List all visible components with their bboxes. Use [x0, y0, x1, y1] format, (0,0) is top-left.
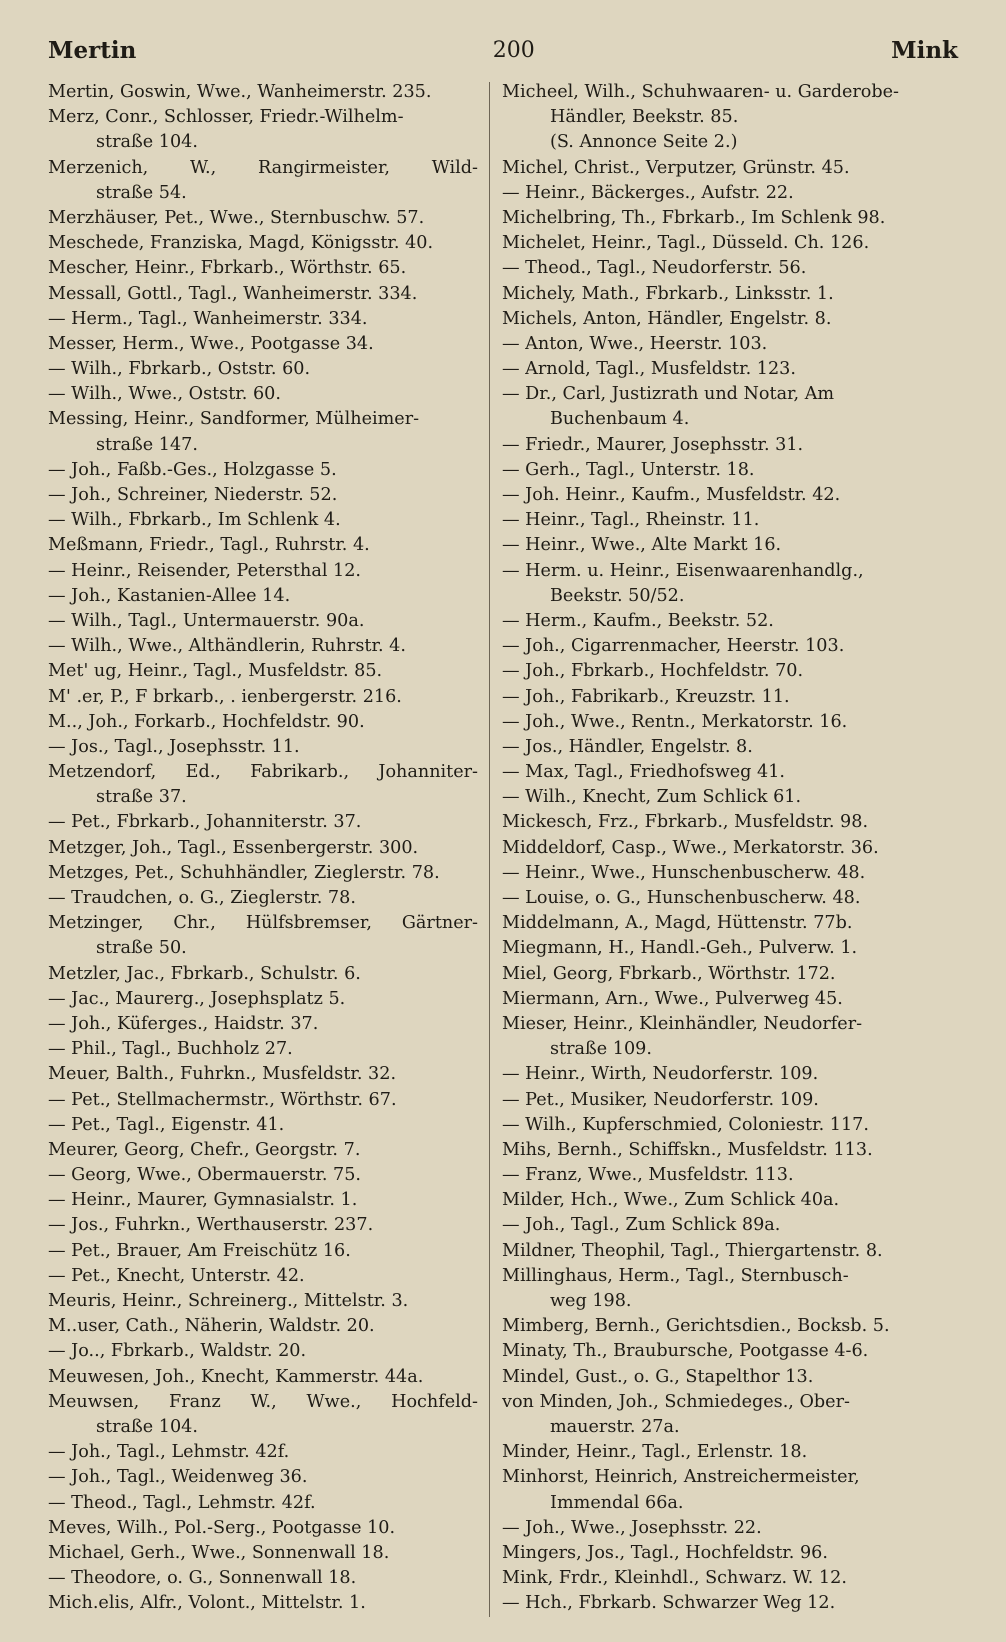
- directory-entry-line: straße 147.: [96, 434, 198, 455]
- directory-entry-line: straße 54.: [96, 182, 187, 203]
- right-column: [502, 80, 952, 1616]
- directory-entry-line: — Heinr., Maurer, Gymnasialstr. 1.: [48, 1190, 358, 1211]
- entry-word: Johanniter-: [378, 762, 478, 783]
- directory-entry-line: Michel, Christ., Verputzer, Grünstr. 45.: [502, 157, 850, 178]
- directory-entry-line: Mihs, Bernh., Schiffskn., Musfeldstr. 113.: [502, 1139, 873, 1160]
- directory-entry-line: M.., Joh., Forkarb., Hochfeldstr. 90.: [48, 711, 365, 732]
- directory-entry-line: Merz, Conr., Schlosser, Friedr.-Wilhelm-: [48, 107, 404, 128]
- directory-entry-line: [48, 911, 478, 936]
- entry-word: Metzendorf,: [48, 762, 157, 783]
- directory-entry-line: — Wilh., Tagl., Untermauerstr. 90a.: [48, 610, 365, 631]
- directory-entry-line: Mieser, Heinr., Kleinhändler, Neudorfer-: [502, 1013, 863, 1034]
- directory-entry-line: — Jos., Fuhrkn., Werthauserstr. 237.: [48, 1215, 374, 1236]
- header-right-keyword: Mink: [891, 36, 958, 64]
- directory-entry-line: — Joh., Wwe., Rentn., Merkatorstr. 16.: [502, 711, 848, 732]
- directory-entry-line: Beekstr. 50/52.: [550, 585, 685, 606]
- entry-word: Fabrikarb.,: [250, 762, 350, 783]
- directory-entry-line: Miel, Georg, Fbrkarb., Wörthstr. 172.: [502, 963, 836, 984]
- directory-entry-line: — Pet., Knecht, Unterstr. 42.: [48, 1265, 305, 1286]
- directory-entry-line: — Pet., Tagl., Eigenstr. 41.: [48, 1114, 285, 1135]
- directory-entry-line: Micheel, Wilh., Schuhwaaren- u. Garderobe-: [502, 82, 899, 102]
- page-header: [48, 30, 958, 70]
- directory-entry-line: — Pet., Musiker, Neudorferstr. 109.: [502, 1089, 819, 1110]
- directory-entry-line: M..user, Cath., Näherin, Waldstr. 20.: [48, 1316, 375, 1337]
- directory-entry-line: Mich.elis, Alfr., Volont., Mittelstr. 1.: [48, 1593, 366, 1614]
- directory-entry-line: Michelet, Heinr., Tagl., Düsseld. Ch. 126.: [502, 233, 870, 254]
- directory-entry-line: Messer, Herm., Wwe., Pootgasse 34.: [48, 333, 374, 354]
- entry-word: Merzenich,: [48, 157, 149, 178]
- directory-entry-line: [48, 760, 478, 785]
- directory-entry-line: — Friedr., Maurer, Josephsstr. 31.: [502, 434, 804, 455]
- directory-entry-line: — Theodore, o. G., Sonnenwall 18.: [48, 1568, 357, 1589]
- directory-entry-line: — Jos., Händler, Engelstr. 8.: [502, 736, 753, 757]
- directory-entry-line: — Heinr., Wwe., Hunschenbuscherw. 48.: [502, 862, 866, 883]
- directory-entry-line: Minhorst, Heinrich, Anstreichermeister,: [502, 1467, 860, 1488]
- directory-entry-line: — Wilh., Fbrkarb., Im Schlenk 4.: [48, 510, 341, 531]
- entry-word: Ed.,: [185, 762, 221, 783]
- directory-entry-line: — Pet., Fbrkarb., Johanniterstr. 37.: [48, 812, 362, 833]
- directory-entry-line: Michelbring, Th., Fbrkarb., Im Schlenk 98.: [502, 207, 886, 228]
- directory-entry-line: Mindel, Gust., o. G., Stapelthor 13.: [502, 1366, 814, 1387]
- directory-entry-line: Metzger, Joh., Tagl., Essenbergerstr. 300.: [48, 837, 419, 858]
- directory-entry-line: Metzges, Pet., Schuhhändler, Zieglerstr. 78.: [48, 862, 440, 883]
- directory-entry-line: — Jo.., Fbrkarb., Waldstr. 20.: [48, 1341, 307, 1362]
- directory-entry-line: — Joh., Küferges., Haidstr. 37.: [48, 1013, 319, 1034]
- directory-entry-line: — Herm., Kaufm., Beekstr. 52.: [502, 610, 774, 631]
- directory-entry-line: straße 109.: [550, 1039, 652, 1060]
- directory-entry-line: (S. Annonce Seite 2.): [550, 132, 738, 153]
- entry-word: Hülfsbremser,: [245, 913, 372, 934]
- directory-entry-line: Meuer, Balth., Fuhrkn., Musfeldstr. 32.: [48, 1064, 397, 1085]
- directory-entry-line: Messall, Gottl., Tagl., Wanheimerstr. 334.: [48, 283, 418, 304]
- directory-entry-line: — Jac., Maurerg., Josephsplatz 5.: [48, 988, 346, 1009]
- directory-entry-line: Mickesch, Frz., Fbrkarb., Musfeldstr. 98.: [502, 812, 869, 833]
- directory-entry-line: [48, 156, 478, 181]
- entry-word: W.,: [190, 157, 217, 178]
- entry-word: Wild-: [431, 157, 478, 178]
- directory-entry-line: Mingers, Jos., Tagl., Hochfeldstr. 96.: [502, 1542, 828, 1563]
- directory-entry-line: Messing, Heinr., Sandformer, Mülheimer-: [48, 409, 420, 430]
- directory-entry-line: — Theod., Tagl., Neudorferstr. 56.: [502, 258, 807, 279]
- directory-entry-line: — Herm., Tagl., Wanheimerstr. 334.: [48, 308, 368, 329]
- entry-word: Gärtner-: [401, 913, 478, 934]
- directory-entry-line: Händler, Beekstr. 85.: [550, 107, 739, 128]
- directory-entry-line: Merzhäuser, Pet., Wwe., Sternbuschw. 57.: [48, 207, 425, 228]
- directory-entry-line: Buchenbaum 4.: [550, 409, 690, 430]
- directory-entry-line: Miermann, Arn., Wwe., Pulverweg 45.: [502, 988, 843, 1009]
- directory-entry-line: — Heinr., Reisender, Petersthal 12.: [48, 560, 362, 581]
- entry-word: Chr.,: [173, 913, 216, 934]
- directory-entry-line: Miegmann, H., Handl.-Geh., Pulverw. 1.: [502, 938, 858, 959]
- directory-entry-line: Mertin, Goswin, Wwe., Wanheimerstr. 235.: [48, 82, 432, 102]
- directory-entry-line: Meßmann, Friedr., Tagl., Ruhrstr. 4.: [48, 535, 370, 556]
- directory-entry-line: — Wilh., Fbrkarb., Oststr. 60.: [48, 359, 311, 380]
- directory-entry-line: — Herm. u. Heinr., Eisenwaarenhandlg.,: [502, 560, 864, 581]
- directory-entry-line: — Joh. Heinr., Kaufm., Musfeldstr. 42.: [502, 485, 841, 505]
- directory-entry-line: Mimberg, Bernh., Gerichtsdien., Bocksb. 5.: [502, 1316, 890, 1337]
- directory-entry-line: — Joh., Tagl., Lehmstr. 42f.: [48, 1442, 290, 1463]
- entry-word: Rangirmeister,: [257, 157, 391, 178]
- directory-entry-line: — Theod., Tagl., Lehmstr. 42f.: [48, 1492, 316, 1513]
- directory-entry-line: Meschede, Franziska, Magd, Königsstr. 40.: [48, 233, 434, 254]
- directory-entry-line: — Anton, Wwe., Heerstr. 103.: [502, 333, 768, 354]
- directory-entry-line: Michael, Gerh., Wwe., Sonnenwall 18.: [48, 1542, 390, 1563]
- directory-entry-line: — Traudchen, o. G., Zieglerstr. 78.: [48, 888, 356, 908]
- directory-entry-line: Mink, Frdr., Kleinhdl., Schwarz. W. 12.: [502, 1568, 847, 1589]
- directory-entry-line: mauerstr. 27a.: [550, 1416, 680, 1437]
- directory-entry-line: — Heinr., Tagl., Rheinstr. 11.: [502, 510, 760, 531]
- directory-entry-line: Meuwesen, Joh., Knecht, Kammerstr. 44a.: [48, 1366, 424, 1387]
- directory-entry-line: — Joh., Faßb.-Ges., Holzgasse 5.: [48, 459, 337, 480]
- directory-entry-line: Michels, Anton, Händler, Engelstr. 8.: [502, 308, 832, 329]
- directory-entry-line: M' .er, P., F brkarb., . ienbergerstr. 216.: [48, 686, 402, 707]
- entry-word: Wwe.,: [306, 1391, 362, 1412]
- header-left-keyword: Mertin: [48, 36, 137, 64]
- directory-entry-line: [48, 1390, 478, 1415]
- directory-entry-line: — Joh., Tagl., Weidenweg 36.: [48, 1467, 308, 1488]
- directory-entry-line: — Wilh., Knecht, Zum Schlick 61.: [502, 787, 802, 808]
- directory-entry-line: — Joh., Cigarrenmacher, Heerstr. 103.: [502, 636, 845, 657]
- directory-entry-line: von Minden, Joh., Schmiedeges., Ober-: [502, 1391, 850, 1412]
- entry-word: Metzinger,: [48, 913, 144, 934]
- directory-entry-line: Middelmann, A., Magd, Hüttenstr. 77b.: [502, 913, 853, 934]
- directory-entry-line: — Heinr., Bäckerges., Aufstr. 22.: [502, 182, 794, 203]
- directory-entry-line: — Phil., Tagl., Buchholz 27.: [48, 1039, 293, 1060]
- directory-entry-line: weg 198.: [550, 1291, 632, 1311]
- page-number: 200: [492, 37, 535, 63]
- directory-entry-line: Meuris, Heinr., Schreinerg., Mittelstr. 3.: [48, 1291, 409, 1311]
- directory-entry-line: Minder, Heinr., Tagl., Erlenstr. 18.: [502, 1442, 808, 1463]
- entry-word: W.,: [250, 1391, 277, 1412]
- directory-entry-line: Meves, Wilh., Pol.-Serg., Pootgasse 10.: [48, 1517, 396, 1538]
- directory-entry-line: Minaty, Th., Braubursche, Pootgasse 4-6.: [502, 1341, 869, 1362]
- entry-word: Hochfeld-: [391, 1391, 478, 1412]
- directory-entry-line: Milder, Hch., Wwe., Zum Schlick 40a.: [502, 1190, 840, 1211]
- directory-entry-line: Immendal 66a.: [550, 1492, 684, 1513]
- directory-entry-line: — Dr., Carl, Justizrath und Notar, Am: [502, 384, 835, 405]
- directory-entry-line: — Heinr., Wirth, Neudorferstr. 109.: [502, 1064, 819, 1085]
- directory-entry-line: — Georg, Wwe., Obermauerstr. 75.: [48, 1165, 362, 1186]
- directory-entry-line: Michely, Math., Fbrkarb., Linksstr. 1.: [502, 283, 834, 304]
- directory-entry-line: — Joh., Schreiner, Niederstr. 52.: [48, 485, 338, 505]
- directory-entry-line: — Franz, Wwe., Musfeldstr. 113.: [502, 1165, 794, 1186]
- directory-entry-line: — Wilh., Wwe., Oststr. 60.: [48, 384, 281, 405]
- directory-entry-line: straße 37.: [96, 787, 187, 808]
- directory-entry-line: — Gerh., Tagl., Unterstr. 18.: [502, 459, 755, 480]
- directory-entry-line: — Joh., Fabrikarb., Kreuzstr. 11.: [502, 686, 790, 707]
- directory-entry-line: — Joh., Wwe., Josephsstr. 22.: [502, 1517, 762, 1538]
- directory-entry-line: Mildner, Theophil, Tagl., Thiergartenstr. 8.: [502, 1240, 883, 1261]
- directory-entry-line: — Pet., Stellmachermstr., Wörthstr. 67.: [48, 1089, 397, 1110]
- directory-entry-line: straße 50.: [96, 938, 187, 959]
- directory-entry-line: — Wilh., Wwe., Althändlerin, Ruhrstr. 4.: [48, 636, 406, 657]
- directory-entry-line: Meurer, Georg, Chefr., Georgstr. 7.: [48, 1139, 361, 1160]
- directory-entry-line: Metzler, Jac., Fbrkarb., Schulstr. 6.: [48, 963, 361, 984]
- directory-entry-line: Mescher, Heinr., Fbrkarb., Wörthstr. 65.: [48, 258, 407, 279]
- directory-entry-line: straße 104.: [96, 132, 198, 153]
- directory-entry-line: — Wilh., Kupferschmied, Coloniestr. 117.: [502, 1114, 869, 1135]
- directory-entry-line: — Joh., Tagl., Zum Schlick 89a.: [502, 1215, 781, 1236]
- directory-entry-line: — Joh., Kastanien-Allee 14.: [48, 585, 291, 606]
- directory-entry-line: — Louise, o. G., Hunschenbuscherw. 48.: [502, 888, 861, 908]
- directory-entry-line: straße 104.: [96, 1416, 198, 1437]
- directory-entry-line: Met' ug, Heinr., Tagl., Musfeldstr. 85.: [48, 661, 383, 682]
- directory-entry-line: — Jos., Tagl., Josephsstr. 11.: [48, 736, 300, 757]
- entry-word: Meuwsen,: [48, 1391, 140, 1412]
- directory-entry-line: — Heinr., Wwe., Alte Markt 16.: [502, 535, 782, 556]
- entry-word: Franz: [169, 1391, 221, 1412]
- left-column: [48, 80, 478, 1616]
- directory-entry-line: — Pet., Brauer, Am Freischütz 16.: [48, 1240, 351, 1261]
- directory-entry-line: Millinghaus, Herm., Tagl., Sternbusch-: [502, 1265, 849, 1286]
- directory-entry-line: — Arnold, Tagl., Musfeldstr. 123.: [502, 359, 796, 380]
- column-divider: [489, 82, 490, 1617]
- directory-entry-line: — Hch., Fbrkarb. Schwarzer Weg 12.: [502, 1593, 836, 1614]
- directory-entry-line: — Joh., Fbrkarb., Hochfeldstr. 70.: [502, 661, 804, 682]
- directory-entry-line: — Max, Tagl., Friedhofsweg 41.: [502, 762, 786, 783]
- directory-entry-line: Middeldorf, Casp., Wwe., Merkatorstr. 36.: [502, 837, 879, 858]
